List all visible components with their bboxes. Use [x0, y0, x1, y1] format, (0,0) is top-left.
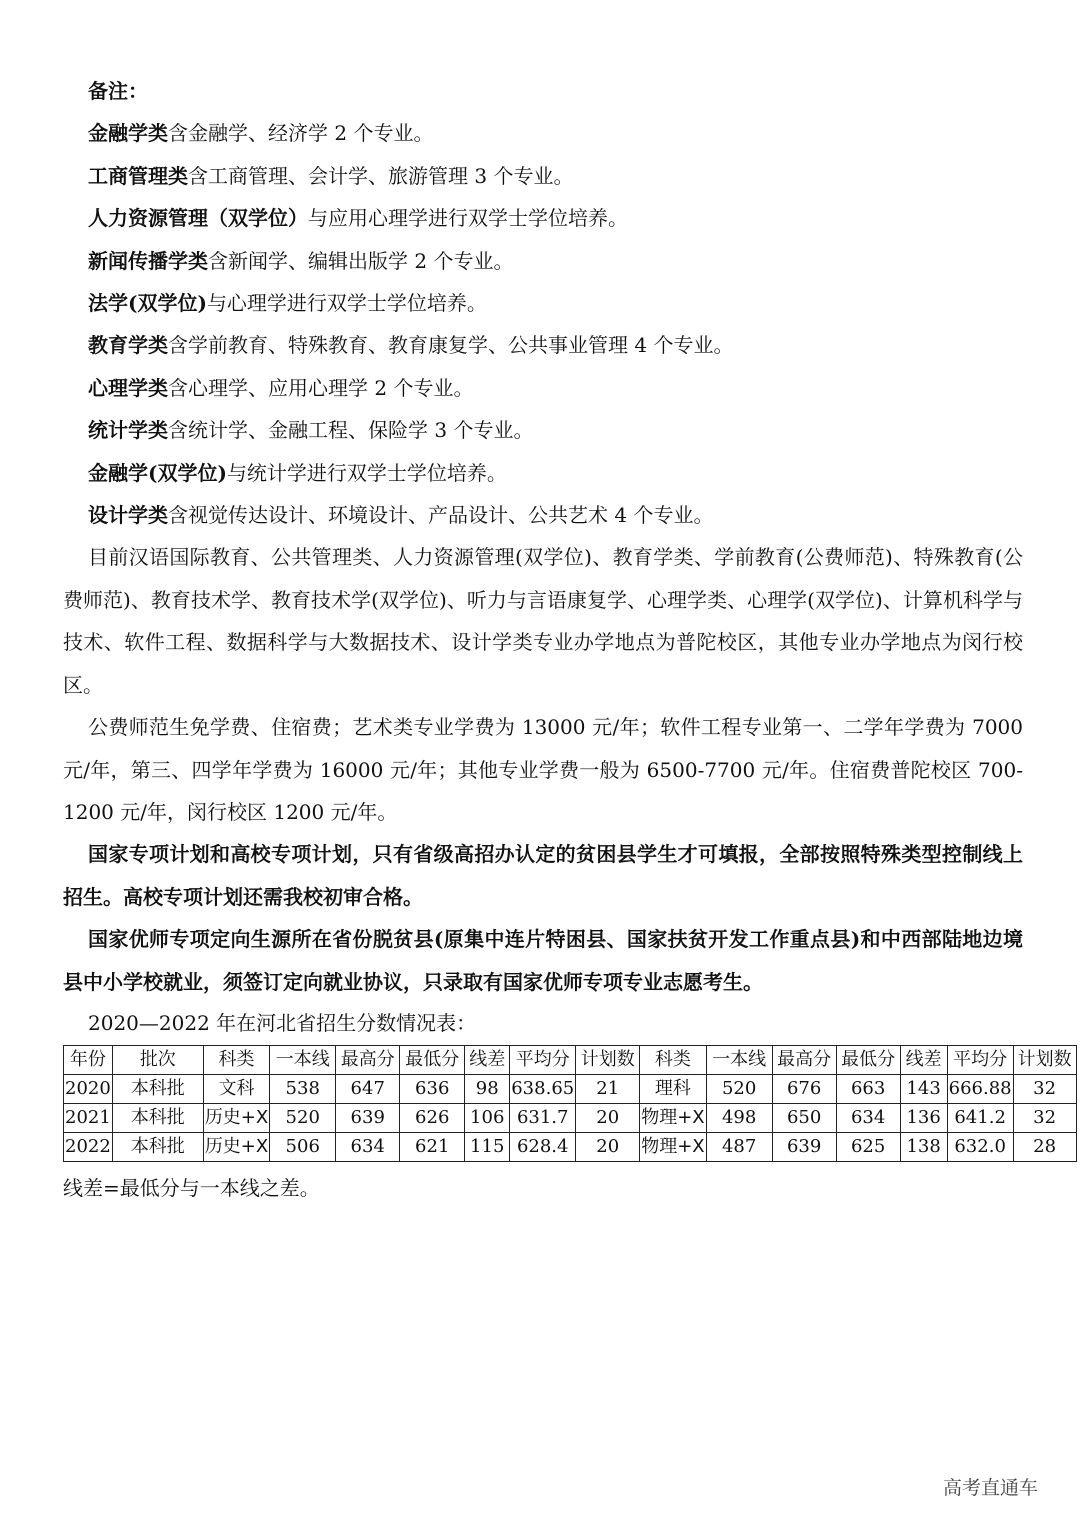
- note-text: 含统计学、金融工程、保险学 3 个专业。: [168, 418, 534, 443]
- note-text: 含学前教育、特殊教育、教育康复学、公共事业管理 4 个专业。: [168, 333, 734, 358]
- paragraph: 国家优师专项定向生源所在省份脱贫县(原集中连片特困县、国家扶贫开发工作重点县)和中西部陆地边境县中小学校就业，须签订定向就业协议，只录取有国家优师专项专业志愿考生。: [63, 927, 1023, 994]
- header-cell: 批次: [112, 1045, 203, 1074]
- header-cell: 平均分: [510, 1045, 576, 1074]
- note-text: 含视觉传达设计、环境设计、产品设计、公共艺术 4 个专业。: [168, 503, 714, 528]
- note-item: [88, 324, 1023, 366]
- table-cell: 本科批: [112, 1103, 203, 1132]
- table-cell: 538: [270, 1074, 336, 1103]
- table-cell: 636: [400, 1074, 465, 1103]
- note-item: [88, 494, 1023, 536]
- table-cell: 638.65: [510, 1074, 576, 1103]
- table-cell: 520: [706, 1074, 772, 1103]
- score-table: [63, 1045, 1077, 1162]
- table-cell: 20: [576, 1132, 640, 1161]
- table-cell: 639: [336, 1103, 400, 1132]
- paragraph: 目前汉语国际教育、公共管理类、人力资源管理(双学位)、教育学类、学前教育(公费师范)、特殊教育(公费师范)、教育技术学、教育技术学(双学位)、听力与言语康复学、心理学类、心理学(双学位)、计算机科学与技术、软件工程、数据科学与大数据技术、设计学类专业办学地点为普陀校区，其他专业办学地点为闵行校区。: [63, 545, 1023, 697]
- header-cell: 科类: [640, 1045, 706, 1074]
- header-cell: 一本线: [270, 1045, 336, 1074]
- note-term: 金融学(双学位): [88, 460, 227, 485]
- table-cell: 634: [336, 1132, 400, 1161]
- note-term: 法学(双学位): [88, 291, 207, 316]
- table-cell: 506: [270, 1132, 336, 1161]
- note-item: [88, 282, 1023, 324]
- table-cell: 666.88: [947, 1074, 1013, 1103]
- table-cell: 634: [836, 1103, 900, 1132]
- table-cell: 676: [772, 1074, 836, 1103]
- table-note: 线差=最低分与一本线之差。: [63, 1175, 320, 1200]
- note-text: 含心理学、应用心理学 2 个专业。: [168, 375, 474, 400]
- note-text: 含工商管理、会计学、旅游管理 3 个专业。: [188, 163, 574, 188]
- header-cell: 最低分: [400, 1045, 465, 1074]
- table-row: [64, 1074, 1077, 1103]
- table-cell: 本科批: [112, 1074, 203, 1103]
- table-cell: 28: [1013, 1132, 1076, 1161]
- table-cell: 32: [1013, 1103, 1076, 1132]
- table-cell: 物理+X: [640, 1103, 706, 1132]
- table-row: [64, 1103, 1077, 1132]
- table-cell: 628.4: [510, 1132, 576, 1161]
- notes-list: [63, 112, 1023, 536]
- note-term: 统计学类: [88, 418, 168, 443]
- note-text: 含新闻学、编辑出版学 2 个专业。: [208, 248, 514, 273]
- table-cell: 626: [400, 1103, 465, 1132]
- table-cell: 639: [772, 1132, 836, 1161]
- table-cell: 136: [900, 1103, 947, 1132]
- note-term: 设计学类: [88, 503, 168, 528]
- header-cell: 科类: [203, 1045, 269, 1074]
- header-cell: 最高分: [772, 1045, 836, 1074]
- table-cell: 498: [706, 1103, 772, 1132]
- note-item: [88, 112, 1023, 154]
- note-item: [88, 240, 1023, 282]
- note-item: [88, 367, 1023, 409]
- note-text: 与心理学进行双学士学位培养。: [206, 291, 487, 316]
- table-title: 2020—2022 年在河北省招生分数情况表：: [88, 1010, 477, 1035]
- table-cell: 2022: [64, 1132, 113, 1161]
- table-header-row: [64, 1045, 1077, 1074]
- header-cell: 最低分: [836, 1045, 900, 1074]
- table-cell: 98: [465, 1074, 510, 1103]
- header-cell: 线差: [900, 1045, 947, 1074]
- paragraphs: [63, 536, 1023, 1002]
- table-cell: 物理+X: [640, 1132, 706, 1161]
- note-item: [88, 409, 1023, 451]
- table-cell: 106: [465, 1103, 510, 1132]
- paragraph: 公费师范生免学费、住宿费；艺术类专业学费为 13000 元/年；软件工程专业第一、二学年学费为 7000 元/年，第三、四学年学费为 16000 元/年；其他专业学费一般为 6500-7700 元/年。住宿费普陀校区 700-1200 元/年，闵行校区 1200 元/年。: [63, 715, 1023, 824]
- note-item: [88, 197, 1023, 239]
- paragraph: 国家专项计划和高校专项计划，只有省级高招办认定的贫困县学生才可填报，全部按照特殊类型控制线上招生。高校专项计划还需我校初审合格。: [63, 842, 1023, 909]
- table-cell: 663: [836, 1074, 900, 1103]
- table-cell: 文科: [203, 1074, 269, 1103]
- table-cell: 138: [900, 1132, 947, 1161]
- table-cell: 2021: [64, 1103, 113, 1132]
- table-row: [64, 1132, 1077, 1161]
- table-cell: 641.2: [947, 1103, 1013, 1132]
- table-cell: 631.7: [510, 1103, 576, 1132]
- note-text: 与统计学进行双学士学位培养。: [226, 460, 507, 485]
- table-cell: 632.0: [947, 1132, 1013, 1161]
- table-cell: 115: [465, 1132, 510, 1161]
- watermark: 高考直通车: [943, 1477, 1039, 1499]
- table-cell: 历史+X: [203, 1103, 269, 1132]
- note-text: 与应用心理学进行双学士学位培养。: [308, 206, 628, 231]
- note-term: 工商管理类: [88, 163, 188, 188]
- note-term: 新闻传播学类: [88, 248, 208, 273]
- note-item: [88, 155, 1023, 197]
- notes-title: 备注：: [88, 79, 148, 103]
- table-cell: 21: [576, 1074, 640, 1103]
- table-cell: 625: [836, 1132, 900, 1161]
- table-cell: 487: [706, 1132, 772, 1161]
- note-term: 人力资源管理（双学位）: [88, 206, 308, 231]
- table-cell: 647: [336, 1074, 400, 1103]
- table-cell: 32: [1013, 1074, 1076, 1103]
- table-cell: 520: [270, 1103, 336, 1132]
- table-cell: 历史+X: [203, 1132, 269, 1161]
- note-text: 含金融学、经济学 2 个专业。: [168, 121, 434, 146]
- header-cell: 平均分: [947, 1045, 1013, 1074]
- table-cell: 理科: [640, 1074, 706, 1103]
- header-cell: 年份: [64, 1045, 113, 1074]
- table-cell: 本科批: [112, 1132, 203, 1161]
- note-term: 金融学类: [88, 121, 168, 146]
- note-term: 教育学类: [88, 333, 168, 358]
- header-cell: 一本线: [706, 1045, 772, 1074]
- table-cell: 650: [772, 1103, 836, 1132]
- header-cell: 线差: [465, 1045, 510, 1074]
- table-cell: 20: [576, 1103, 640, 1132]
- note-item: [88, 452, 1023, 494]
- header-cell: 计划数: [576, 1045, 640, 1074]
- table-cell: 621: [400, 1132, 465, 1161]
- table-cell: 2020: [64, 1074, 113, 1103]
- note-term: 心理学类: [88, 375, 168, 400]
- table-cell: 143: [900, 1074, 947, 1103]
- header-cell: 计划数: [1013, 1045, 1076, 1074]
- header-cell: 最高分: [336, 1045, 400, 1074]
